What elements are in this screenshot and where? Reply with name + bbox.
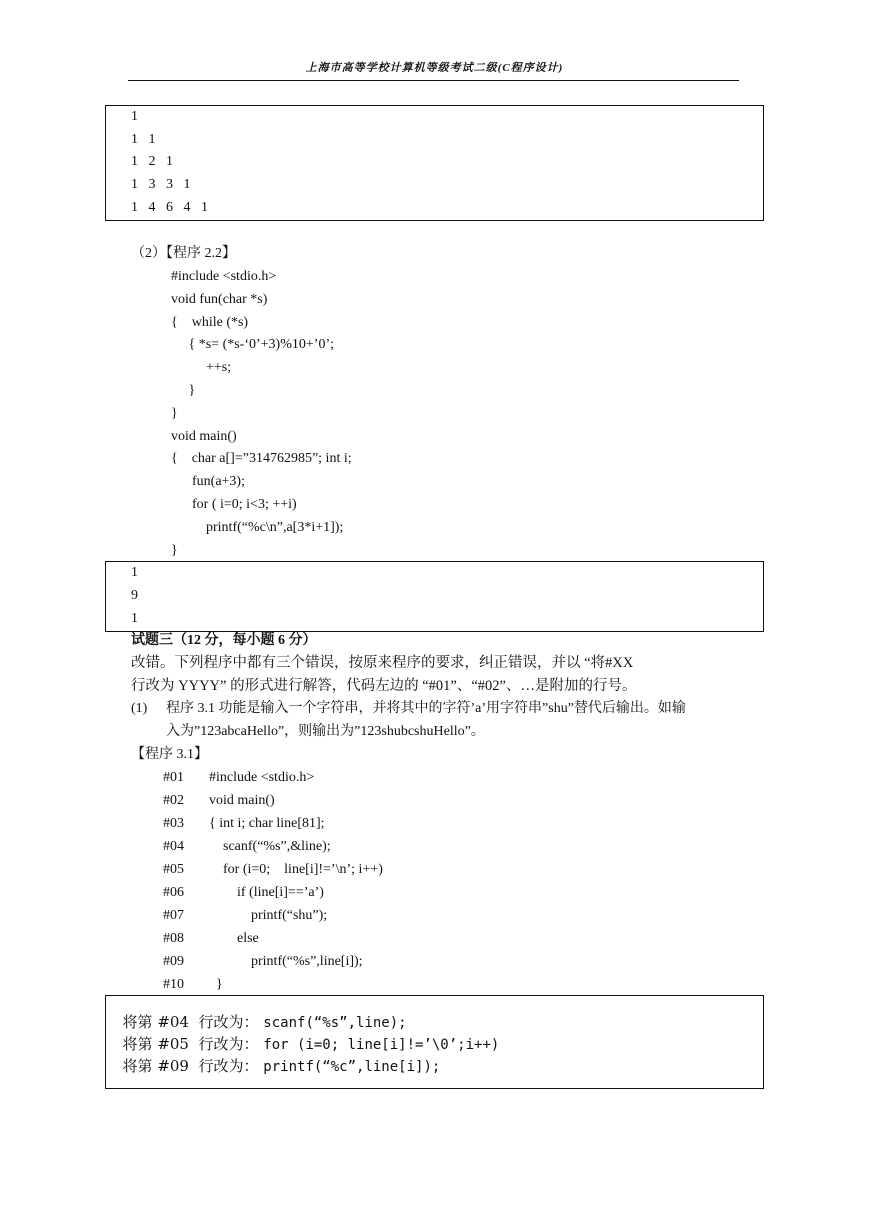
code-line: scanf(“%s”,&line);: [209, 839, 331, 854]
code-line: printf(“%c\n”,a[3*i+1]);: [171, 520, 344, 535]
code-line: }: [209, 977, 223, 992]
answer-line: 9: [131, 588, 138, 603]
answer-line: 1: [131, 109, 138, 124]
code-line: void main(): [171, 429, 237, 444]
line-number: #01: [163, 770, 184, 785]
answer-line: 1: [131, 565, 138, 580]
line-number: #07: [163, 908, 184, 923]
question-3-title: 试题三（12 分，每小题 6 分）: [131, 633, 317, 648]
code-line: for (i=0; line[i]!=’\n’; i++): [209, 862, 383, 877]
code-line: ++s;: [171, 360, 232, 375]
answer-row-label: 将第 #09 行改为：: [122, 1057, 259, 1075]
code-line: { *s= (*s-‘0’+3)%10+’0’;: [171, 337, 334, 352]
line-number: #05: [163, 862, 184, 877]
code-line: }: [171, 383, 196, 398]
program-2-2-heading: （2）【程序 2.2】: [131, 246, 236, 261]
answer-line: 1 3 3 1: [131, 177, 191, 192]
code-line: void fun(char *s): [171, 292, 268, 307]
answer-box-2: [105, 561, 764, 632]
line-number: #08: [163, 931, 184, 946]
code-line: if (line[i]==’a’): [209, 885, 324, 900]
code-line: for ( i=0; i<3; ++i): [171, 497, 297, 512]
code-line: }: [171, 543, 178, 558]
question-3-intro: 改错。下列程序中都有三个错误，按原来程序的要求，纠正错误，并以 “将#XX: [131, 655, 634, 671]
item-description: 程序 3.1 功能是输入一个字符串，并将其中的字符’a’用字符串”shu”替代后输出。如输: [166, 701, 686, 716]
answer-line: 1 1: [131, 132, 156, 147]
answer-row-code: printf(“%c”,line[i]);: [263, 1059, 441, 1075]
answer-line: 1 2 1: [131, 154, 173, 169]
code-line: void main(): [209, 793, 275, 808]
code-line: #include <stdio.h>: [171, 269, 277, 284]
question-3-intro: 行改为 YYYY” 的形式进行解答，代码左边的 “#01”、“#02”、…是附加的行号。: [131, 678, 637, 694]
line-number: #04: [163, 839, 184, 854]
code-line: else: [209, 931, 259, 946]
code-line: #include <stdio.h>: [209, 770, 315, 785]
answer-row-code: scanf(“%s”,line);: [263, 1015, 407, 1031]
line-number: #02: [163, 793, 184, 808]
code-line: { char a[]=”314762985”; int i;: [171, 451, 352, 466]
code-line: printf(“%s”,line[i]);: [209, 954, 363, 969]
answer-row: [113, 1044, 440, 1074]
code-line: { int i; char line[81];: [209, 816, 325, 831]
line-number: #10: [163, 977, 184, 992]
answer-line: 1 4 6 4 1: [131, 200, 208, 215]
item-description: 入为”123abcaHello”，则输出为”123shubcshuHello”。: [166, 724, 485, 739]
answer-line: 1: [131, 611, 138, 626]
answer-row-label: 将第 #05 行改为：: [122, 1035, 259, 1053]
line-number: #03: [163, 816, 184, 831]
page-header-title: 上海市高等学校计算机等级考试二级(C程序设计): [305, 62, 564, 74]
code-line: }: [171, 406, 178, 421]
answer-row-label: 将第 #04 行改为：: [122, 1013, 259, 1031]
header-rule: [128, 80, 739, 81]
line-number: #06: [163, 885, 184, 900]
line-number: #09: [163, 954, 184, 969]
code-line: printf(“shu”);: [209, 908, 328, 923]
code-line: fun(a+3);: [171, 474, 245, 489]
program-3-1-heading: 【程序 3.1】: [131, 747, 208, 762]
code-line: { while (*s): [171, 315, 249, 330]
item-number: (1): [131, 701, 148, 716]
answer-row-code: for (i=0; line[i]!=’\0’;i++): [263, 1037, 500, 1053]
